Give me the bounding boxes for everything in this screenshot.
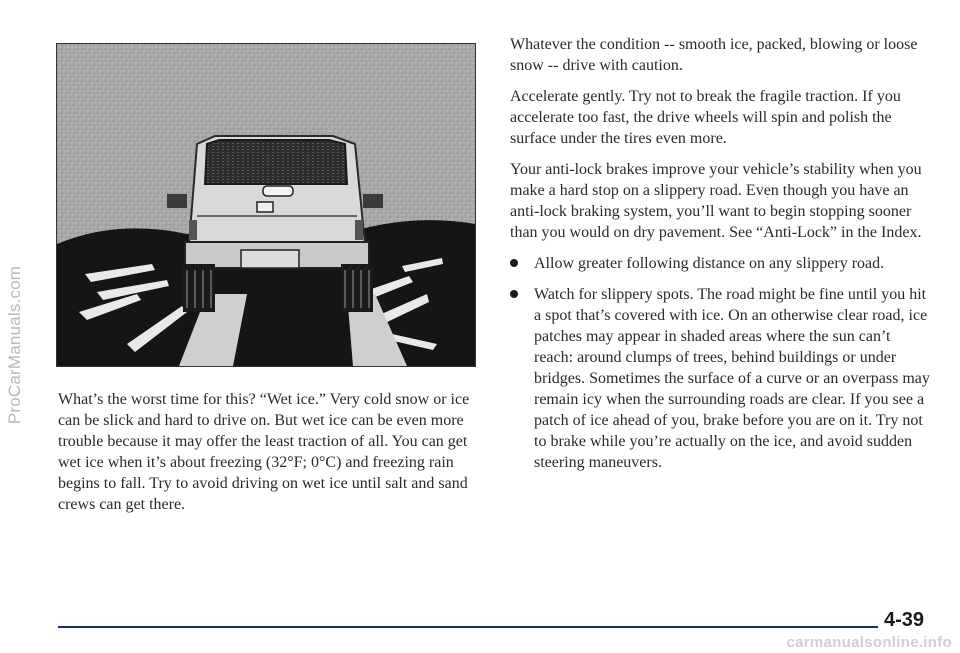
- safety-bullet-list: [510, 253, 930, 473]
- slippery-spots-text: Watch for slippery spots. The road might be fine until you hit a spot that’s covered with ice. On an otherwise clear road, ice patches may appear in shaded areas where the sun can’t reach: around clumps of trees, behind buildings or under bridges. Sometimes the surface of a curve or an overpass may remain icy when the surrounding roads are clear. If you see a patch of ice ahead of you, brake before you are on it. Try not to brake while you’re actually on the ice, and avoid sudden steering maneuvers.: [534, 286, 930, 471]
- following-distance-text: Allow greater following distance on any slippery road.: [534, 255, 885, 272]
- right-column: [510, 34, 930, 483]
- accelerate-gently-paragraph: Accelerate gently. Try not to break the fragile traction. If you accelerate too fast, the drive wheels will spin and polish the surface under the tires even more.: [510, 88, 901, 147]
- list-item: [510, 253, 930, 274]
- list-item: [510, 284, 930, 473]
- left-column: [58, 389, 478, 525]
- side-watermark-text: ProCarManuals.com: [5, 265, 24, 425]
- drive-with-caution-paragraph: Whatever the condition -- smooth ice, packed, blowing or loose snow -- drive with caution.: [510, 36, 918, 74]
- page-number: 4-39: [878, 609, 926, 632]
- anti-lock-brakes-paragraph: Your anti-lock brakes improve your vehicle’s stability when you make a hard stop on a slippery road. Even though you have an anti-lock braking system, you’ll want to begin stopping sooner than you would on dry pavement. See “Anti-Lock” in the Index.: [510, 161, 922, 241]
- footer-rule: [58, 626, 912, 628]
- footer-watermark: carmanualsonline.info: [786, 634, 952, 651]
- suv-rear-view-drawing: [57, 44, 475, 366]
- wet-ice-paragraph: What’s the worst time for this? “Wet ice.” Very cold snow or ice can be slick and hard to drive on. But wet ice can be even more trouble because it may offer the least traction of all. You can get wet ice when it’s about freezing (32°F; 0°C) and freezing rain begins to fall. Try to avoid driving on wet ice until salt and sand crews can get there.: [58, 391, 470, 513]
- bullet-icon: [510, 290, 518, 298]
- side-watermark: [2, 110, 28, 580]
- vehicle-on-ice-illustration: [56, 43, 476, 367]
- bullet-icon: [510, 259, 518, 267]
